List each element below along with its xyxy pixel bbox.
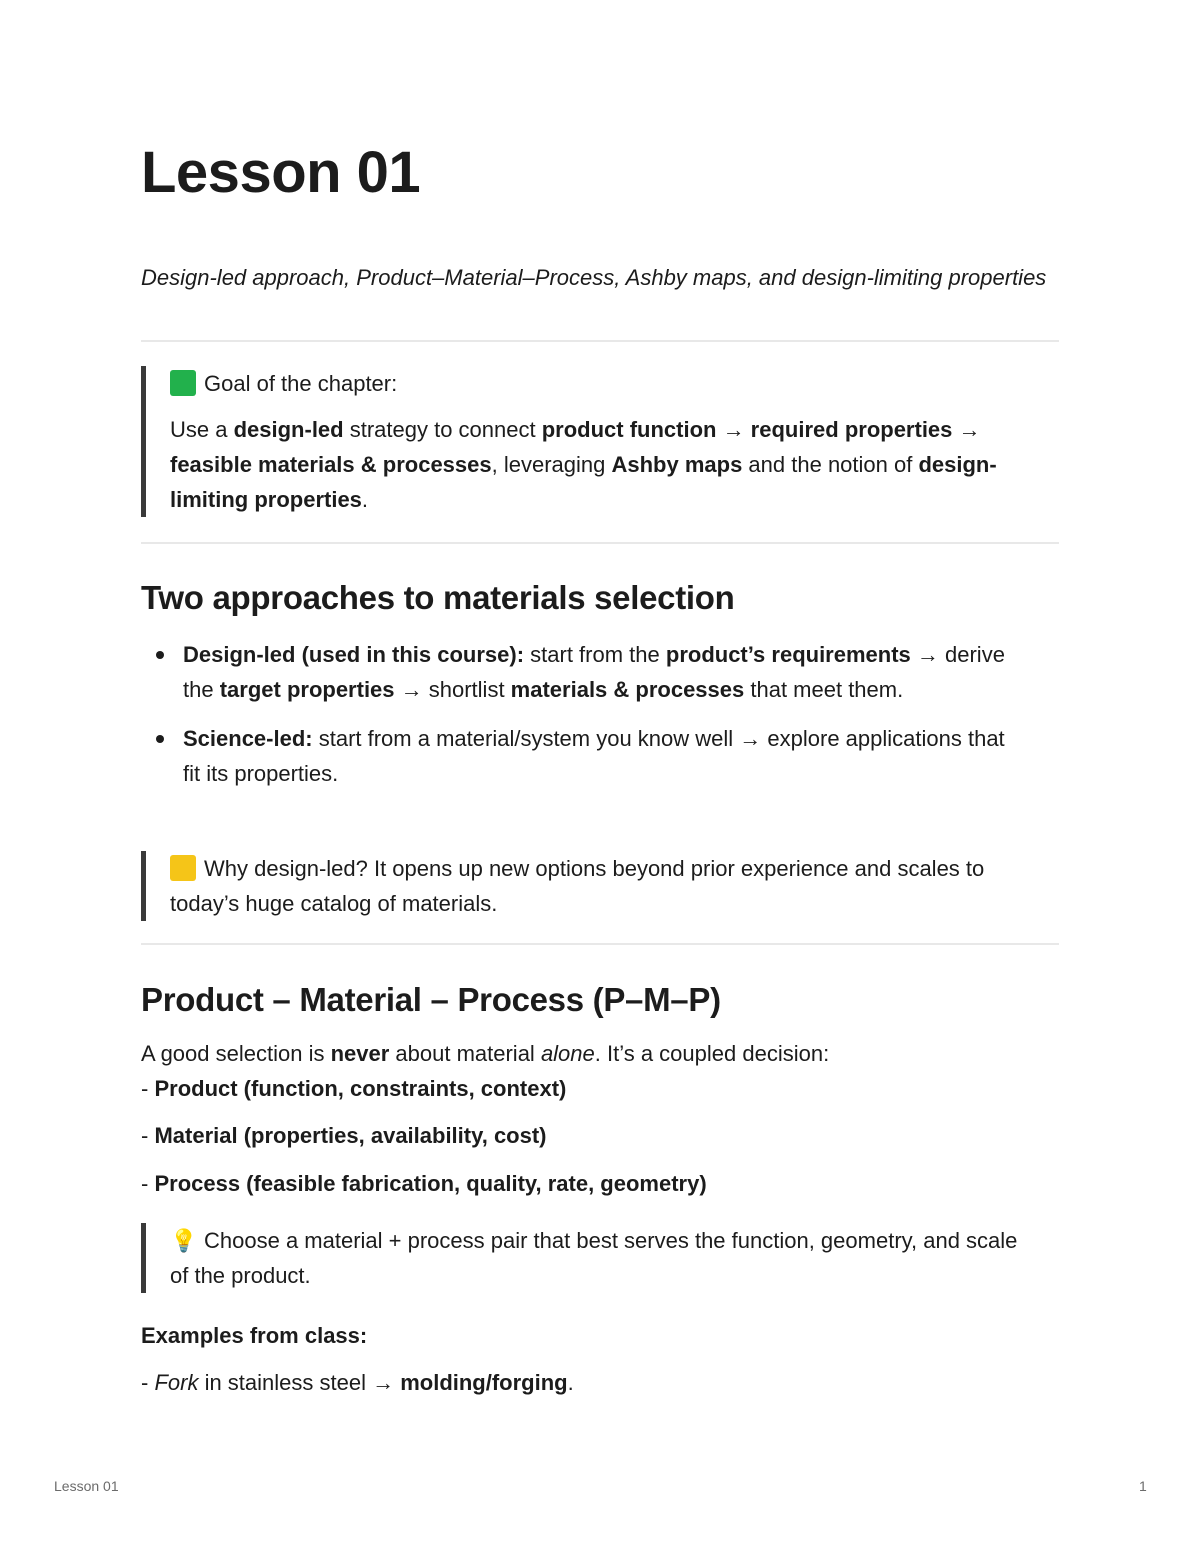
green-square-icon	[170, 370, 196, 396]
example-text: .	[567, 1370, 574, 1395]
dash: -	[141, 1370, 155, 1395]
page-title: Lesson 01	[141, 140, 421, 205]
goal-bold: design-led	[233, 417, 344, 442]
pmp-process-line	[141, 1166, 707, 1201]
page-subtitle: Design-led approach, Product–Material–Process, Ashby maps, and design-limiting properties	[141, 265, 1047, 290]
item-text: start from the	[524, 642, 666, 667]
line-bold: Process (feasible fabrication, quality, rate, geometry)	[154, 1171, 707, 1196]
footer-page-number: 1	[1139, 1478, 1147, 1494]
example-fork	[141, 1365, 574, 1400]
line-bold: Product (function, constraints, context)	[154, 1076, 567, 1101]
item-bold: Design-led (used in this course):	[183, 642, 525, 667]
item-bold: target properties	[219, 677, 395, 702]
example-text: in stainless steel →	[198, 1370, 401, 1395]
item-bold: product’s requirements	[665, 642, 911, 667]
pmp-product-line	[141, 1071, 566, 1106]
divider	[141, 340, 1059, 342]
goal-text: , leveraging	[491, 452, 612, 477]
pmp-intro	[141, 1036, 1041, 1071]
goal-heading-line	[170, 366, 1040, 401]
list-item	[141, 637, 1021, 707]
dash: -	[141, 1123, 155, 1148]
goal-text: Use a	[170, 417, 234, 442]
dash: -	[141, 1076, 155, 1101]
tip-callout	[141, 1223, 1030, 1293]
intro-text: . It’s a coupled decision:	[594, 1041, 830, 1066]
line-bold: Material (properties, availability, cost)	[154, 1123, 547, 1148]
item-text: → derive the	[183, 642, 1005, 702]
goal-text: and the notion of	[742, 452, 919, 477]
example-italic: Fork	[154, 1370, 199, 1395]
goal-callout	[141, 366, 1040, 517]
goal-bold: Ashby maps	[611, 452, 743, 477]
examples-heading-text: Examples from class:	[141, 1323, 368, 1348]
why-callout-text: Why design-led? It opens up new options beyond prior experience and scales to today’s huge catalog of materials.	[170, 856, 985, 916]
divider	[141, 542, 1059, 544]
approaches-list	[141, 637, 1021, 805]
list-item	[141, 721, 1021, 791]
divider	[141, 943, 1059, 945]
item-bold: materials & processes	[510, 677, 745, 702]
bullet-icon	[156, 735, 164, 743]
pmp-material-line	[141, 1118, 547, 1153]
goal-heading: Goal of the chapter:	[204, 371, 398, 396]
bullet-icon	[156, 651, 164, 659]
why-callout	[141, 851, 1030, 921]
section-heading-pmp: Product – Material – Process (P–M–P)	[141, 981, 721, 1018]
item-text: → shortlist	[394, 677, 511, 702]
item-text: that meet them.	[744, 677, 904, 702]
intro-text: A good selection is	[141, 1041, 331, 1066]
yellow-square-icon	[170, 855, 196, 881]
item-text: start from a material/system you know well → explore applications that fit its properties.	[183, 726, 1005, 786]
intro-text: about material	[389, 1041, 541, 1066]
goal-bold: product function → required properties → feasible materials & processes	[170, 417, 981, 477]
lightbulb-icon: 💡	[170, 1228, 198, 1253]
dash: -	[141, 1171, 155, 1196]
goal-bold: design-limiting properties	[170, 452, 997, 512]
tip-callout-text: Choose a material + process pair that best serves the function, geometry, and scale of the product.	[170, 1228, 1018, 1288]
goal-text: .	[361, 487, 369, 512]
footer-document-title: Lesson 01	[54, 1478, 119, 1494]
intro-italic: alone	[540, 1041, 595, 1066]
goal-text: strategy to connect	[343, 417, 542, 442]
example-bold: molding/forging	[400, 1370, 568, 1395]
item-bold: Science-led:	[183, 726, 313, 751]
intro-bold: never	[330, 1041, 390, 1066]
section-heading-approaches: Two approaches to materials selection	[141, 579, 735, 616]
examples-heading	[141, 1318, 367, 1353]
goal-body	[170, 412, 1040, 517]
